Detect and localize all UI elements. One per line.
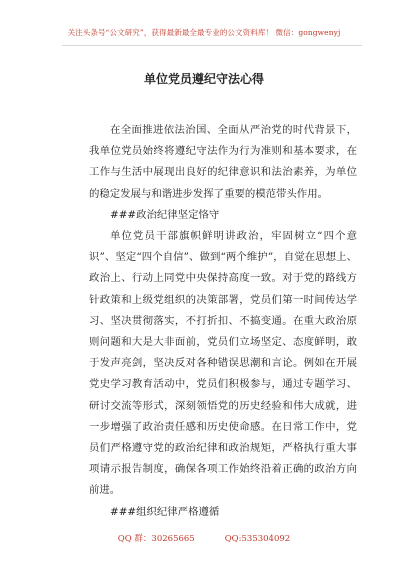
intro-paragraph: 在全面推进依法治国、全面从严治党的时代背景下，我单位党员始终将遵纪守法作为行为准则和基本要求，在工作与生活中展现出良好的纪律意识和法治素养，为单位的稳定发展与和谐进步发挥了重要的模范带头作用。 — [89, 124, 357, 200]
section-heading-political: ###政治纪律坚定恪守 — [110, 208, 220, 221]
footer-qq-group: QQ 群：30265665 — [117, 534, 195, 544]
document-body — [89, 120, 357, 523]
footer-contact — [0, 533, 408, 545]
header-divider — [62, 45, 362, 46]
section-paragraph-political: 单位党员干部旗帜鲜明讲政治，牢固树立“四个意识”、坚定“四个自信”、做到“两个维护”，自觉在思想上、政治上、行动上同党中央保持高度一致。对于党的路线方针政策和上级党组织的决策部署，党员们第一时间传达学习、坚决贯彻落实，不打折扣、不搞变通。在重大政治原则问题和大是大非面前，党员们立场坚定、态度鲜明，敢于发声亮剑，坚决反对各种错误思潮和言论。例如在开展党史学习教育活动中，党员们积极参与，通过专题学习、研讨交流等形式，深刻领悟党的历史经验和伟大成就，进一步增强了政治责任感和历史使命感。在日常工作中，党员们严格遵守党的政治纪律和政治规矩，严格执行重大事项请示报告制度，确保各项工作始终沿着正确的政治方向前进。 — [89, 230, 357, 497]
footer-qq: QQ:535304092 — [224, 534, 291, 544]
header-notice: 关注头条号“公文研究”，获得最新最全最专业的公文资料库！ 微信：gongwenyj — [67, 28, 341, 37]
document-title: 单位党员遵纪守法心得 — [143, 72, 264, 86]
section-heading-organization: ###组织纪律严格遵循 — [110, 505, 220, 518]
